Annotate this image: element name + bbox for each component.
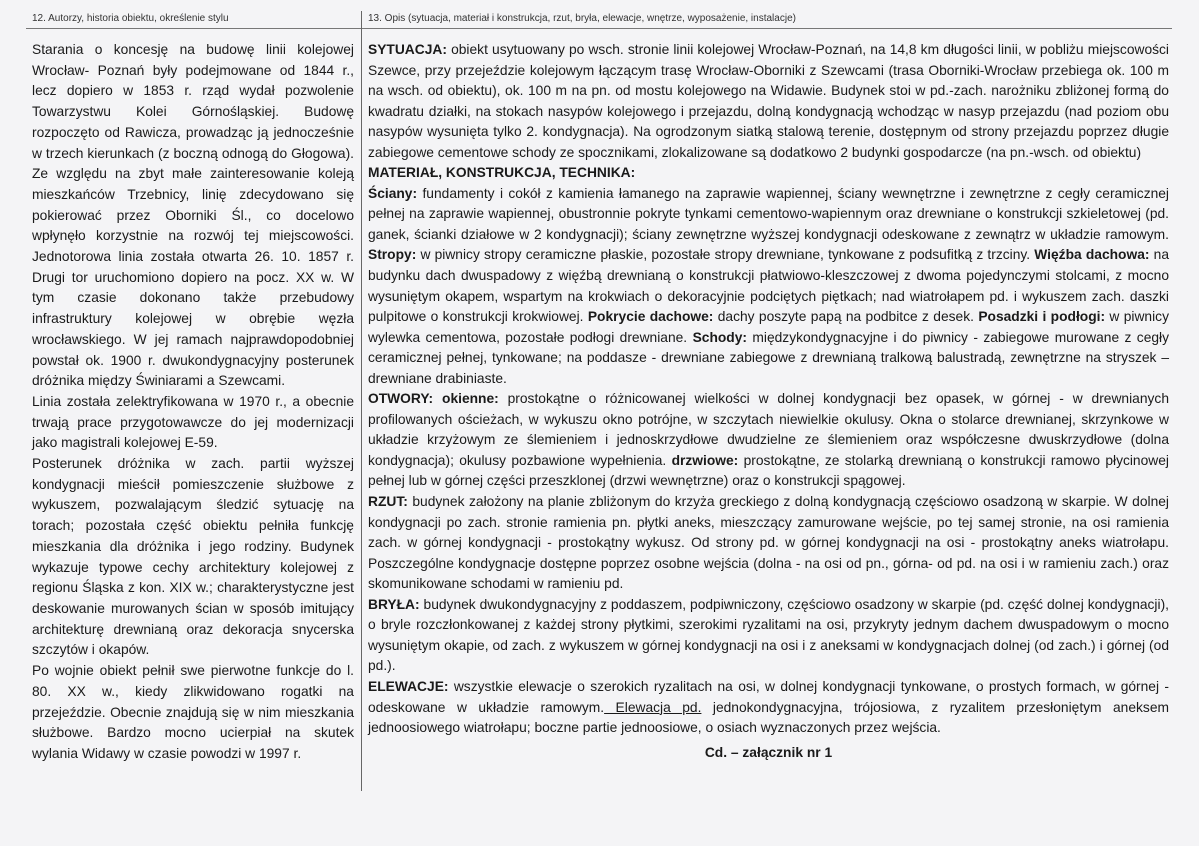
posadzki-text: w piwnicy wylewka cementowa, pozostałe podłogi drewniane. [368,309,1169,345]
drzwiowe-label: drzwiowe: [671,452,739,468]
header-rule [26,28,1172,29]
elewacja-pd-underlined: Elewacja pd. [604,699,702,715]
wiezba-label: Więźba dachowa: [1034,247,1150,263]
section-13-header: 13. Opis (sytuacja, materiał i konstrukcja, rzut, bryła, elewacje, wnętrze, wyposażenie, instalacje) [368,13,796,24]
history-paragraph: Po wojnie obiekt pełnił swe pierwotne funkcje do l. 80. XX w., kiedy zlikwidowano rogatki na przejeździe. Obecnie znajdują się w nim mieszkania służbowe. Bardzo mocno ucierpiał na skutek wylania Widawy w czasie powodzi w 1997 r. [32,663,354,761]
wiezba-text: na budynku dach dwuspadowy z więźbą drewnianą o konstrukcji płatwiowo-kleszczowej z dwoma pojedynczymi stolcami, z mocno wysuniętym okapem, wspartym na krokwiach o dekoracyjnie podciętych piętkach; nad wiatrołapem pd. i wykuszem zach. daszki pulpitowe o konstrukcji krokwiowej. [368,247,1170,325]
okienne-label: okienne: [442,391,499,407]
pokrycie-text: dachy poszyte papą na podbitce z desek. [713,309,974,325]
schody-label: Schody: [692,329,747,345]
description-column [368,40,1169,763]
schody-text: międzykondygnacyjne i do piwnicy - zabiegowe murowane z cegły ceramicznej pełnej, tynkowane; na poddasze - drewniane zabiegowe z drewnianą tralkową balustradą, zewnętrzne na stryszek – drewniane drabiniaste. [368,329,1170,386]
column-divider [361,11,362,791]
sytuacja-text: obiekt usytuowany po wsch. stronie linii kolejowej Wrocław-Poznań, na 14,8 km długości linii, w pobliżu miejscowości Szewce, przy przejeździe kolejowym łączącym trasę Wrocław-Oborniki z Szewcami (trasa Oborniki-Wrocław przebiega ok. 100 m na wsch. od obiektu), ok. 100 m na pn. od mostu kolejowego na Widawie. Budynek stoi w pd.-zach. narożniku zbliżonej formą do kwadratu działki, na stokach nasypów kolejowego i przejazdu, dolną kondygnacją wchodząc w nasyp przejazdu (nad poziom obu nasypów wysunięta tylko 2. kondygnacja). Na ogrodzonym siatką stalową terenie, dostępnym od strony przejazdu poprzez długie zabiegowe cementowe schody ze spocznikami, zlokalizowane są dodatkowo 2 budynki gospodarcze (na pn.-wsch. od obiektu) [368,42,1169,160]
document-sheet [26,6,1172,836]
elewacje-text-continued: jednokondygnacyjna, trójosiowa, z ryzalitem przesłoniętym aneksem jednoosiowego wiatrołapu; boczne partie jednoosiowe, o osiach wyznaczonych przez wejścia. [368,699,1169,736]
elewacje-section [368,677,1169,739]
pokrycie-label: Pokrycie dachowe: [587,309,714,325]
sciany-text: fundamenty i cokół z kamienia łamanego na zaprawie wapiennej, ściany wewnętrzne i zewnętrzne z cegły ceramicznej pełnej na zaprawie wapiennej, obustronnie pokryte tynkami cementowo-wapiennym oraz drewniane o konstrukcji szkieletowej (pd. ganek, ścianki działowe w 2 kondygnacji); ściany zewnętrzne wyższej kondygnacji odeskowane z zewnątrz w układzie ramowym. [368,185,1169,242]
material-heading: MATERIAŁ, KONSTRUKCJA, TECHNIKA: [368,165,636,181]
rzut-text: budynek założony na planie zbliżonym do krzyża greckiego z dolną kondygnacją częściowo osadzoną w skarpie. W dolnej kondygnacji po zach. stronie ramienia pn. płytki aneks, mieszczący zamurowane wejście, po tej samej stronie, na osi ramienia zach. w górnej kondygnacji - prostokątny wykusz. Od strony pd. w górnej kondygnacji na osi - prostokątny aneks wiatrołapu. Poszczególne kondygnacje dostępne poprzez osobne wejścia (dolna - na osi od pn., górna- od pd. na osi i w ramieniu zach.) oraz skomunikowane schodami w ramieniu pd. [368,494,1169,592]
bryla-text: budynek dwukondygnacyjny z poddaszem, podpiwniczony, częściowo osadzony w skarpie (pd. część dolnej kondygnacji), o bryle rozczłonkowanej z każdej strony płytkimi, szerokimi ryzalitami na osi, przykryty jednym dachem dwuspadowym o mocno wysuniętym okapie, od zach. z wykuszem w górnej kondygnacji na osi i z aneksami w kondygnacjach dolnej (od zach.) i górnej (od pd.). [368,596,1169,674]
history-paragraph: Starania o koncesję na budowę linii kolejowej Wrocław- Poznań były podejmowane od 1844 r., lecz dopiero w 1853 r. rząd wydał pozwolenie Towarzystwu Kolei Górnośląskiej. Budowę rozpoczęto od Rawicza, prowadząc ją jednocześnie w trzech kierunkach (z boczną odnogą do Głogowa). Ze względu na zbyt małe zainteresowanie koleją mieszkańców Trzebnicy, linię zdecydowano się pokierować przez Oborniki Śl., co docelowo wpłynęło korzystnie na rozwój tej miejscowości. Jednotorowa linia została otwarta 26. 10. 1857 r. Drugi tor uruchomiono dopiero na pocz. XX w. W tym czasie dokonano także przebudowy infrastruktury kolejowej w obrębie węzła wrocławskiego. W jej ramach najprawdopodobniej powstał ok. 1900 r. dwukondygnacyjny posterunek dróżnika między Świniarami a Szewcami. [32,42,354,389]
okienne-text: prostokątne o różnicowanej wielkości w dolnej kondygnacji bez opasek, w górnej - w drewnianych profilowanych ościeżach, w wykuszu okno potrójne, w szczytach niewielkie okulusy. Okna o stolarce drewnianej, skrzynkowe w układzie krzyżowym ze ślemieniem i jednoskrzydłowe dwudzielne ze ślemieniem oraz współczesne dwuskrzydłowe (dolna kondygnacja); okulusy pozbawione wypełnienia. [368,391,1169,468]
otwory-section [368,389,1169,492]
rzut-section [368,492,1169,595]
elewacje-text: wszystkie elewacje o szerokich ryzalitach na osi, w dolnej kondygnacji tynkowane, o prostych formach, w górnej - odeskowane w układzie ramowym. [368,678,1169,715]
drzwiowe-text: prostokątne, ze stolarką drewnianą o konstrukcji ramowo płycinowej pełnej lub w górnej części przeszklonej (drzwi wewnętrzne) oraz o konstrukcji spągowej. [368,452,1169,489]
elewacje-label: ELEWACJE: [368,678,449,694]
stropy-label: Stropy: [368,247,417,263]
history-column [32,40,354,765]
sciany-label: Ściany: [368,185,418,201]
continuation-note: Cd. – załącznik nr 1 [704,744,833,760]
posadzki-label: Posadzki i podłogi: [978,309,1106,325]
bryla-label: BRYŁA: [368,596,420,612]
bryla-section [368,595,1169,677]
material-section [368,184,1169,389]
sytuacja-label: SYTUACJA: [368,42,447,57]
sytuacja-section [368,40,1169,163]
history-paragraph: Linia została zelektryfikowana w 1970 r., a obecnie trwają prace przygotowawcze do jej modernizacji jako magistrali kolejowej E-59. [32,393,354,451]
stropy-text: w piwnicy stropy ceramiczne płaskie, pozostałe stropy drewniane, tynkowane z podsufitką z trzciny. [416,247,1031,263]
section-12-header: 12. Autorzy, historia obiektu, określenie stylu [32,13,229,24]
history-paragraph: Posterunek dróżnika w zach. partii wyższej kondygnacji mieścił pomieszczenie służbowe z wykuszem, pozwalającym śledzić sytuację na torach; pozostała część obiektu pełniła funkcję mieszkania dla dróżnika i jego rodziny. Budynek wykazuje typowe cechy architektury kolejowej z regionu Śląska z kon. XIX w.; charakterystyczne jest deskowanie murowanych ścian w sposób imitujący architekturę drewnianą oraz dekoracja snycerska szczytów i okapów. [32,456,354,658]
otwory-label: OTWORY: [368,391,434,407]
rzut-label: RZUT: [368,494,408,510]
